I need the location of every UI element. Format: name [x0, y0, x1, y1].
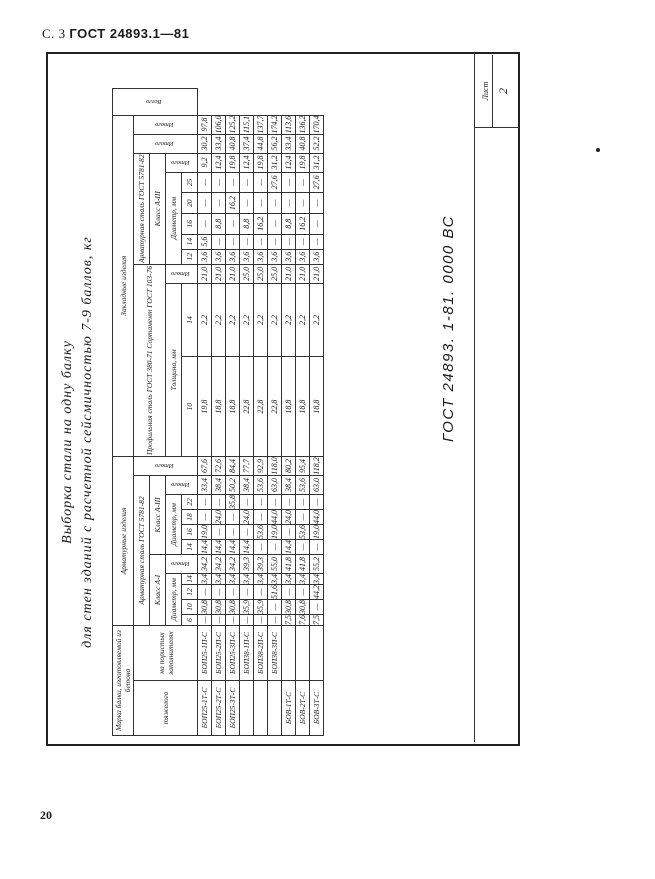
- table-cell: 40,8: [296, 134, 310, 153]
- table-cell: —: [282, 234, 296, 249]
- table-cell: 12,4: [240, 153, 254, 172]
- th-a3-total: Итого: [166, 476, 198, 495]
- table-cell: 55,2: [310, 555, 324, 574]
- table-cell: 12,4: [212, 153, 226, 172]
- table-cell: —: [226, 172, 240, 193]
- table-cell: 27,6: [310, 172, 324, 193]
- table-cell: —: [296, 585, 310, 600]
- table-cell: —: [268, 495, 282, 510]
- table-cell: 3,6: [268, 249, 282, 264]
- table-cell: 41,8: [296, 555, 310, 574]
- table-cell: 41,8: [282, 555, 296, 574]
- table-cell: 5,6: [198, 234, 212, 249]
- table-cell: 19,0: [198, 525, 212, 540]
- table-cell: 2,2: [254, 283, 268, 356]
- page-header-gost: ГОСТ 24893.1—81: [69, 26, 190, 41]
- table-cell: 14,4: [240, 540, 254, 555]
- table-cell: [240, 681, 254, 736]
- table-cell: 34,2: [212, 555, 226, 574]
- table-cell: —: [254, 510, 268, 525]
- table-cell: 44,0: [310, 510, 324, 525]
- th-d-a3: 14: [182, 540, 198, 555]
- sheet-number: 2: [496, 88, 510, 94]
- table-cell: 3,6: [310, 249, 324, 264]
- table-cell: БОВ-3Т-С: [310, 681, 324, 736]
- table-cell: 113,6: [282, 115, 296, 134]
- table-cell: 77,7: [240, 457, 254, 476]
- table-cell: 3,4: [282, 574, 296, 585]
- table-cell: 2,2: [310, 283, 324, 356]
- table-cell: —: [212, 234, 226, 249]
- table-cell: —: [198, 510, 212, 525]
- table-cell: БОВ-1Т-С: [282, 681, 296, 736]
- table-cell: 136,2: [296, 115, 310, 134]
- table-cell: 3,6: [282, 249, 296, 264]
- table-cell: 38,4: [212, 476, 226, 495]
- table-cell: 67,6: [198, 457, 212, 476]
- table-cell: 25,0: [254, 264, 268, 283]
- table-cell: 2,2: [296, 283, 310, 356]
- th-de-total: Итого: [166, 153, 198, 172]
- scan-speck: [596, 148, 600, 152]
- table-cell: [282, 626, 296, 681]
- table-cell: —: [226, 585, 240, 600]
- table-cell: —: [226, 615, 240, 626]
- table-cell: 84,4: [226, 457, 240, 476]
- table-cell: 2,2: [198, 283, 212, 356]
- th-class-a1: Класс А-I: [150, 555, 166, 626]
- table-cell: 38,4: [282, 476, 296, 495]
- table-cell: 56,2: [268, 134, 282, 153]
- table-cell: —: [268, 615, 282, 626]
- table-cell: 55,0: [268, 555, 282, 574]
- table-cell: —: [282, 495, 296, 510]
- table-cell: 2,2: [240, 283, 254, 356]
- table-cell: 8,8: [282, 213, 296, 234]
- th-embedded-products: Закладные изделия: [113, 115, 134, 456]
- table-body: [198, 88, 324, 735]
- table-cell: —: [268, 213, 282, 234]
- table-cell: 18,8: [310, 357, 324, 457]
- table-cell: 35,9: [240, 600, 254, 615]
- table-row: [310, 88, 324, 735]
- th-thick: 14: [182, 283, 198, 356]
- table-cell: БОП25-1П-С: [198, 626, 212, 681]
- table-cell: —: [296, 495, 310, 510]
- table-cell: БОВ-2Т-С: [296, 681, 310, 736]
- page-header: [42, 26, 189, 42]
- table-cell: 21,0: [310, 264, 324, 283]
- table-cell: 7,5: [282, 615, 296, 626]
- title-line-1: Выборка стали на одну балку: [60, 340, 75, 544]
- table-cell: —: [240, 172, 254, 193]
- table-cell: 33,4: [212, 134, 226, 153]
- table-cell: —: [240, 234, 254, 249]
- table-cell: —: [226, 213, 240, 234]
- table-cell: 24,0: [240, 510, 254, 525]
- table-cell: —: [296, 540, 310, 555]
- table-cell: 19,8: [296, 153, 310, 172]
- th-armature-products: Арматурные изделия: [113, 457, 134, 626]
- th-emb-class-a3: Класс А-III: [150, 153, 166, 264]
- table-cell: 3,4: [226, 574, 240, 585]
- table-cell: 106,0: [212, 115, 226, 134]
- table-cell: 21,0: [296, 264, 310, 283]
- table-cell: 2,2: [212, 283, 226, 356]
- table-cell: 97,8: [198, 115, 212, 134]
- table-cell: 3,6: [198, 249, 212, 264]
- table-cell: 22,8: [268, 357, 282, 457]
- table-cell: 21,0: [226, 264, 240, 283]
- table-cell: 21,0: [212, 264, 226, 283]
- table-cell: [310, 626, 324, 681]
- table-cell: —: [296, 193, 310, 214]
- table-cell: —: [268, 234, 282, 249]
- table-cell: 21,0: [198, 264, 212, 283]
- table-cell: 44,2: [310, 585, 324, 600]
- table-cell: 3,6: [240, 249, 254, 264]
- table-cell: БОП38-2П-С: [254, 626, 268, 681]
- table-cell: 37,4: [240, 134, 254, 153]
- th-mark-porous: на пористых заполнителях: [134, 626, 198, 681]
- table-cell: 51,6: [268, 585, 282, 600]
- table-cell: 39,3: [254, 555, 268, 574]
- table-cell: 24,0: [282, 510, 296, 525]
- th-d-emb: 12: [182, 249, 198, 264]
- table-cell: —: [212, 615, 226, 626]
- table-cell: 34,2: [226, 555, 240, 574]
- table-cell: —: [226, 510, 240, 525]
- table-cell: 3,4: [268, 574, 282, 585]
- table-cell: —: [310, 540, 324, 555]
- th-d-a3: 18: [182, 510, 198, 525]
- table-cell: 35,9: [254, 600, 268, 615]
- table-cell: 8,8: [212, 213, 226, 234]
- page-number: 20: [40, 808, 52, 822]
- table-cell: 19,8: [254, 153, 268, 172]
- table-cell: 63,0: [268, 476, 282, 495]
- table-cell: 3,4: [198, 574, 212, 585]
- table-cell: 30,8: [282, 600, 296, 615]
- table-cell: 115,1: [240, 115, 254, 134]
- table-cell: 25,0: [240, 264, 254, 283]
- table-cell: —: [198, 193, 212, 214]
- th-mark-heavy: тяжелого: [134, 681, 198, 736]
- table-cell: БОП25-2Т-С: [212, 681, 226, 736]
- table-cell: 3,4: [254, 574, 268, 585]
- table-cell: 39,3: [240, 555, 254, 574]
- table-cell: 50,2: [226, 476, 240, 495]
- table-cell: 3,4: [310, 574, 324, 585]
- table-cell: [254, 681, 268, 736]
- table-cell: —: [310, 495, 324, 510]
- table-cell: БОП25-2П-С: [212, 626, 226, 681]
- table-cell: —: [310, 234, 324, 249]
- table-cell: 33,4: [282, 134, 296, 153]
- table-cell: 16,2: [296, 213, 310, 234]
- table-title: [58, 182, 98, 702]
- stamp-code: ГОСТ 24893. 1-81. 0000 ВС: [440, 215, 457, 442]
- table-cell: 53,6: [296, 525, 310, 540]
- table-cell: 3,6: [296, 249, 310, 264]
- table-cell: 8,8: [240, 213, 254, 234]
- table-cell: 7,6: [296, 615, 310, 626]
- th-grand-total: Всего: [113, 88, 198, 115]
- table-row: [226, 88, 240, 735]
- table-cell: 18,8: [296, 357, 310, 457]
- table-cell: —: [282, 525, 296, 540]
- table-cell: 3,4: [240, 574, 254, 585]
- th-mark-group: Марка балки, изготовляемой из бетона: [113, 626, 134, 736]
- table-cell: БОП38-3П-С: [268, 626, 282, 681]
- table-cell: 7,5: [310, 615, 324, 626]
- table-cell: —: [296, 172, 310, 193]
- table-cell: 80,2: [282, 457, 296, 476]
- th-thickness: Толщина, мм: [166, 283, 182, 456]
- table-cell: 3,4: [296, 574, 310, 585]
- sheet-box: [480, 55, 514, 128]
- table-cell: 18,8: [282, 357, 296, 457]
- sheet-label: Лист: [480, 55, 493, 127]
- table-cell: 2,2: [282, 283, 296, 356]
- table-cell: 3,6: [212, 249, 226, 264]
- table-cell: —: [254, 540, 268, 555]
- table-cell: 40,8: [226, 134, 240, 153]
- th-d-a3: 16: [182, 525, 198, 540]
- table-cell: БОП25-3Т-С: [226, 681, 240, 736]
- title-line-2: для стен зданий с расчетной сейсмичностью 7-9 баллов, кг: [80, 236, 95, 648]
- table-cell: 19,0: [268, 525, 282, 540]
- table-cell: 22,8: [254, 357, 268, 457]
- table-cell: —: [198, 585, 212, 600]
- table-cell: —: [268, 600, 282, 615]
- th-diameter-a1: Диаметр, мм: [166, 574, 182, 626]
- stamp-top-line: [474, 52, 475, 742]
- table-row: [296, 88, 310, 735]
- th-emb-total: Итого: [134, 134, 198, 153]
- table-row: [198, 88, 212, 735]
- th-d-a1: 12: [182, 585, 198, 600]
- th-d-emb: 20: [182, 193, 198, 214]
- table-cell: БОП25-3П-С: [226, 626, 240, 681]
- th-th-total: Итого: [166, 264, 198, 283]
- th-d-emb: 14: [182, 234, 198, 249]
- table-cell: 72,6: [212, 457, 226, 476]
- th-embedded-total: Итого: [134, 115, 198, 134]
- page-header-prefix: С. 3: [42, 26, 66, 41]
- th-d-emb: 16: [182, 213, 198, 234]
- table-cell: БОП38-1П-С: [240, 626, 254, 681]
- table-cell: —: [212, 525, 226, 540]
- table-row: [240, 88, 254, 735]
- th-d-a3: 22: [182, 495, 198, 510]
- th-thick: 10: [182, 357, 198, 457]
- table-cell: 19,8: [198, 357, 212, 457]
- table-cell: 14,4: [198, 540, 212, 555]
- table-cell: 19,0: [310, 525, 324, 540]
- table-cell: —: [198, 615, 212, 626]
- table-cell: 170,4: [310, 115, 324, 134]
- table-cell: 137,7: [254, 115, 268, 134]
- table-row: [282, 88, 296, 735]
- table-cell: —: [212, 495, 226, 510]
- table-cell: —: [310, 213, 324, 234]
- table-cell: [268, 681, 282, 736]
- table-cell: 174,2: [268, 115, 282, 134]
- table-cell: 14,4: [282, 540, 296, 555]
- table-cell: 21,0: [282, 264, 296, 283]
- th-arm-total: Итого: [134, 457, 198, 476]
- table-cell: —: [254, 585, 268, 600]
- th-emb-armature-steel: Арматурная сталь ГОСТ 5781-82: [134, 153, 150, 264]
- table-cell: 2,2: [268, 283, 282, 356]
- table-cell: 52,2: [310, 134, 324, 153]
- table-cell: —: [212, 172, 226, 193]
- table-cell: —: [226, 234, 240, 249]
- table-cell: —: [254, 234, 268, 249]
- table-cell: —: [268, 540, 282, 555]
- table-cell: —: [240, 615, 254, 626]
- table-cell: 3,6: [254, 249, 268, 264]
- table-cell: 53,6: [296, 476, 310, 495]
- table-cell: 53,6: [254, 476, 268, 495]
- table-row: [268, 88, 282, 735]
- table-cell: 118,2: [310, 457, 324, 476]
- table-row: [212, 88, 226, 735]
- table-cell: —: [268, 193, 282, 214]
- table-cell: —: [296, 234, 310, 249]
- table-cell: 3,4: [212, 574, 226, 585]
- th-d-emb: 25: [182, 172, 198, 193]
- table-cell: 63,0: [310, 476, 324, 495]
- table-row: [254, 88, 268, 735]
- table-cell: 27,6: [268, 172, 282, 193]
- table-cell: —: [254, 172, 268, 193]
- table-cell: БОП25-1Т-С: [198, 681, 212, 736]
- table-cell: 3,6: [226, 249, 240, 264]
- table-cell: 118,0: [268, 457, 282, 476]
- table-cell: 34,2: [198, 555, 212, 574]
- table-cell: 30,8: [296, 600, 310, 615]
- table-cell: —: [254, 615, 268, 626]
- th-d-a1: 6: [182, 615, 198, 626]
- table-cell: 33,4: [198, 476, 212, 495]
- table-cell: —: [310, 600, 324, 615]
- table-cell: —: [282, 585, 296, 600]
- table-cell: 44,0: [268, 510, 282, 525]
- table-cell: —: [198, 213, 212, 234]
- table-cell: 30,8: [226, 600, 240, 615]
- th-d-a1: 10: [182, 600, 198, 615]
- table-cell: 25,0: [268, 264, 282, 283]
- table-cell: 53,6: [254, 525, 268, 540]
- table-cell: 22,8: [240, 357, 254, 457]
- table-cell: 30,8: [212, 600, 226, 615]
- table-cell: 92,9: [254, 457, 268, 476]
- table-cell: —: [254, 495, 268, 510]
- table-cell: 95,4: [296, 457, 310, 476]
- rotated-sheet: [50, 52, 520, 742]
- table-cell: 18,8: [212, 357, 226, 457]
- table-cell: —: [310, 193, 324, 214]
- th-diameter-a3: Диаметр, мм: [166, 495, 182, 555]
- steel-table: [112, 88, 324, 736]
- table-cell: 31,2: [268, 153, 282, 172]
- table-cell: —: [212, 585, 226, 600]
- table-cell: —: [254, 193, 268, 214]
- table-cell: 9,2: [198, 153, 212, 172]
- table-cell: 44,8: [254, 134, 268, 153]
- table-cell: 18,8: [226, 357, 240, 457]
- th-profile-steel: Профильная сталь ГОСТ 380-71 Сортамент ГОСТ 103-76: [134, 264, 166, 456]
- table-cell: 24,0: [212, 510, 226, 525]
- table-cell: —: [296, 510, 310, 525]
- table-cell: —: [240, 193, 254, 214]
- table-cell: 35,8: [226, 495, 240, 510]
- table-cell: 12,4: [282, 153, 296, 172]
- th-armature-steel: Арматурная сталь ГОСТ 5781-82: [134, 476, 150, 626]
- table-cell: —: [240, 585, 254, 600]
- table-cell: —: [240, 495, 254, 510]
- table-cell: —: [282, 172, 296, 193]
- table-cell: 30,2: [198, 134, 212, 153]
- drawing-frame: [46, 52, 520, 746]
- table-cell: 31,2: [310, 153, 324, 172]
- table-cell: 16,2: [226, 193, 240, 214]
- steel-table-wrap: [112, 88, 324, 736]
- th-class-a3: Класс А-III: [150, 476, 166, 555]
- table-cell: 2,2: [226, 283, 240, 356]
- table-cell: —: [198, 495, 212, 510]
- table-cell: —: [212, 193, 226, 214]
- table-cell: 30,8: [198, 600, 212, 615]
- table-cell: 38,4: [240, 476, 254, 495]
- table-cell: —: [198, 172, 212, 193]
- table-cell: 14,4: [226, 540, 240, 555]
- table-cell: 16,2: [254, 213, 268, 234]
- table-cell: —: [282, 193, 296, 214]
- th-d-a1: 14: [182, 574, 198, 585]
- table-cell: —: [240, 525, 254, 540]
- table-cell: —: [226, 525, 240, 540]
- table-cell: 14,4: [212, 540, 226, 555]
- table-cell: [296, 626, 310, 681]
- th-diameter-emb: Диаметр, мм: [166, 172, 182, 264]
- table-cell: 19,8: [226, 153, 240, 172]
- table-cell: 125,2: [226, 115, 240, 134]
- th-a1-total: Итого: [166, 555, 198, 574]
